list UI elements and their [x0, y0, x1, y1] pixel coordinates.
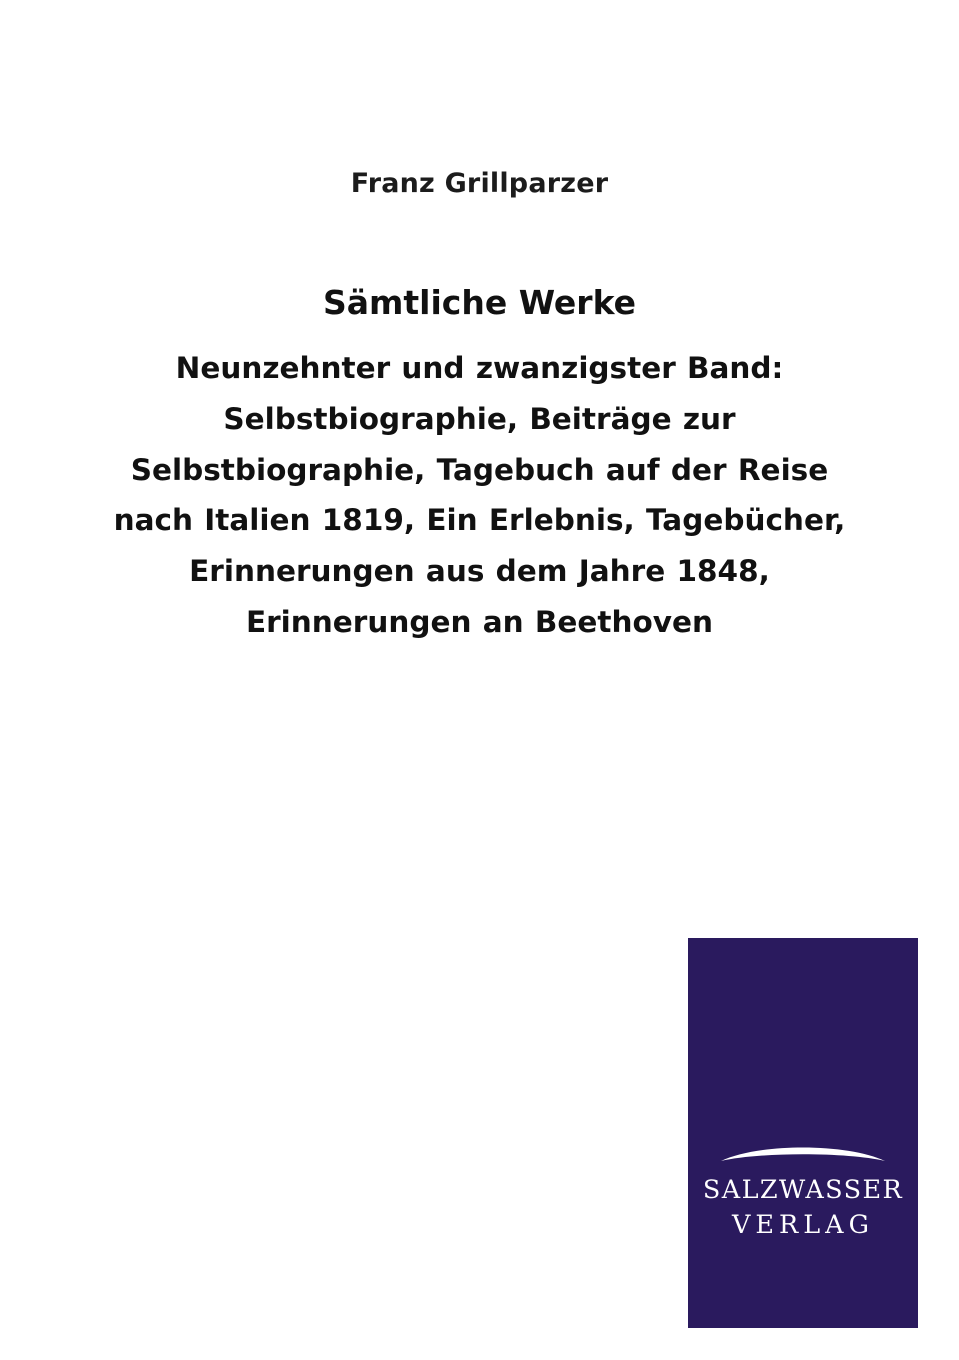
wave-icon: [719, 1141, 887, 1167]
title-block: [100, 282, 859, 648]
publisher-name: SALZWASSER: [702, 1174, 904, 1205]
publisher-logo: [688, 938, 918, 1328]
book-title: Sämtliche Werke: [322, 283, 637, 322]
book-subtitle: Neunzehnter und zwanzigster Band: Selbstbiographie, Beiträge zur Selbstbiographie, Tagebuch auf der Reise nach Italien 1819, Ein Erlebnis, Tagebücher, Erinnerungen aus dem Jahre 1848, Erinnerungen an Beethoven: [113, 351, 846, 639]
author-name: Franz Grillparzer: [350, 168, 609, 199]
publisher-type: VERLAG: [732, 1209, 874, 1240]
